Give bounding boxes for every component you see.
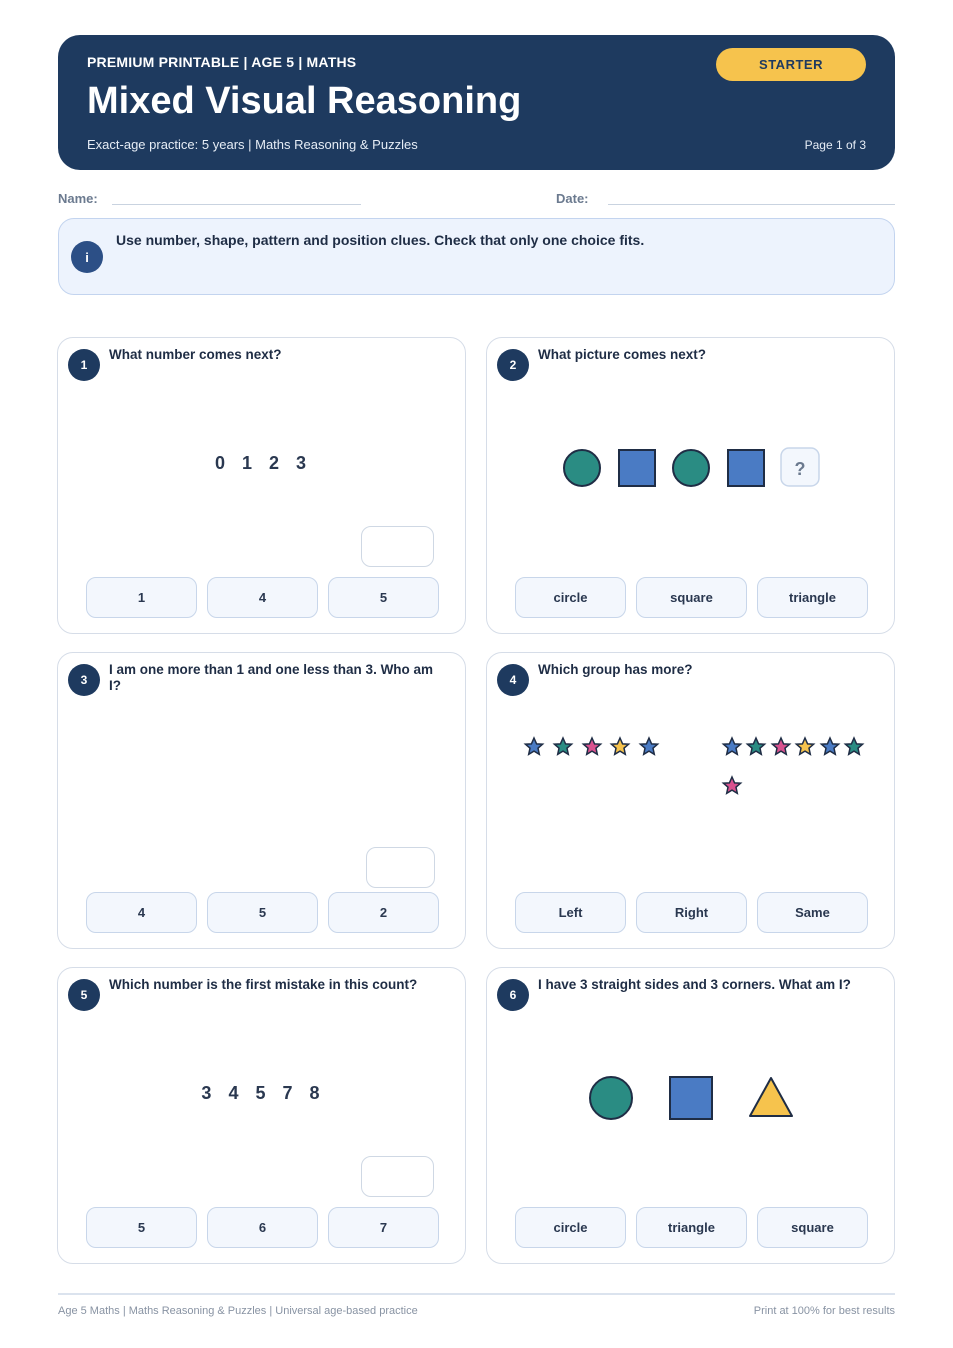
star-icon [723,777,740,793]
answer-option[interactable]: circle [515,577,626,618]
answer-options [86,577,439,618]
info-icon: i [71,241,103,273]
square-shape [728,450,764,486]
square-shape [619,450,655,486]
answer-box[interactable] [366,847,435,888]
right-star-group [723,738,862,793]
sequence-number: 4 [228,1083,241,1103]
question-text: Which number is the first mistake in this count? [109,977,418,992]
worksheet-header [58,35,895,170]
sequence-number: 8 [309,1083,322,1103]
star-icon [640,738,657,754]
page-number: Page 1 of 3 [804,138,866,152]
answer-option[interactable]: 2 [328,892,439,933]
sequence-number: 0 [214,453,227,473]
date-label: Date: [556,191,589,206]
question-text: I have 3 straight sides and 3 corners. What am I? [538,977,851,992]
answer-option[interactable]: Left [515,892,626,933]
name-label: Name: [58,191,98,206]
question-mark: ? [794,459,806,479]
answer-option[interactable]: square [757,1207,868,1248]
name-field[interactable] [112,204,361,205]
question-number: 1 [68,349,100,381]
sequence-number: 1 [241,453,254,473]
star-icon [611,738,628,754]
sequence-number: 2 [269,453,282,473]
answer-option[interactable]: 1 [86,577,197,618]
question-text: What picture comes next? [538,347,707,362]
answer-box[interactable] [361,1156,434,1197]
page-title: Mixed Visual Reasoning [87,80,522,122]
answer-option[interactable]: 5 [328,577,439,618]
star-icon [583,738,600,754]
answer-options [515,1207,868,1248]
left-star-group [525,738,657,754]
star-icon [723,738,740,754]
question-number: 4 [497,664,529,696]
star-icon [772,738,789,754]
star-icon [845,738,862,754]
footer-left-text: Age 5 Maths | Maths Reasoning & Puzzles | Universal age-based practice [58,1305,418,1317]
answer-option[interactable]: 4 [207,577,318,618]
instructions-text: Use number, shape, pattern and position clues. Check that only one choice fits. [116,232,645,248]
answer-option[interactable]: triangle [636,1207,747,1248]
answer-box[interactable] [361,526,434,567]
answer-option[interactable]: triangle [757,577,868,618]
question-card-3 [57,652,466,949]
sequence-number: 3 [296,453,309,473]
instructions-panel [58,218,895,295]
star-icon [796,738,813,754]
question-text: I am one more than 1 and one less than 3. Who am I? [109,662,434,693]
level-badge: STARTER [716,48,866,81]
question-card-4 [486,652,895,949]
star-icon [525,738,542,754]
question-number: 3 [68,664,100,696]
answer-option[interactable]: square [636,577,747,618]
answer-option[interactable]: 7 [328,1207,439,1248]
star-icon [747,738,764,754]
date-field[interactable] [608,204,895,205]
header-eyebrow: PREMIUM PRINTABLE | AGE 5 | MATHS [87,54,357,70]
question-number: 6 [497,979,529,1011]
answer-option[interactable]: 5 [86,1207,197,1248]
circle-shape [673,450,709,486]
answer-options [515,577,868,618]
number-sequence [58,1083,465,1104]
triangle-shape [750,1078,792,1116]
answer-options [515,892,868,933]
footer-divider [58,1293,895,1295]
header-subtitle: Exact-age practice: 5 years | Maths Reasoning & Puzzles [87,137,418,152]
star-icon [821,738,838,754]
number-sequence [58,453,465,474]
answer-option[interactable]: 5 [207,892,318,933]
sequence-number: 7 [282,1083,295,1103]
question-number: 5 [68,979,100,1011]
circle-shape [564,450,600,486]
answer-option[interactable]: circle [515,1207,626,1248]
footer-right-text: Print at 100% for best results [753,1305,895,1317]
sequence-number: 5 [255,1083,268,1103]
sequence-number: 3 [201,1083,214,1103]
question-card-1 [57,337,466,634]
answer-option[interactable]: Right [636,892,747,933]
question-card-2 [486,337,895,634]
star-icon [554,738,571,754]
question-card-6 [486,967,895,1264]
square-shape [670,1077,712,1119]
answer-options [86,892,439,933]
answer-options [86,1207,439,1248]
answer-option[interactable]: 4 [86,892,197,933]
circle-shape [590,1077,632,1119]
answer-option[interactable]: 6 [207,1207,318,1248]
question-text: What number comes next? [109,347,282,362]
question-card-5 [57,967,466,1264]
question-text: Which group has more? [538,662,693,677]
question-number: 2 [497,349,529,381]
answer-option[interactable]: Same [757,892,868,933]
